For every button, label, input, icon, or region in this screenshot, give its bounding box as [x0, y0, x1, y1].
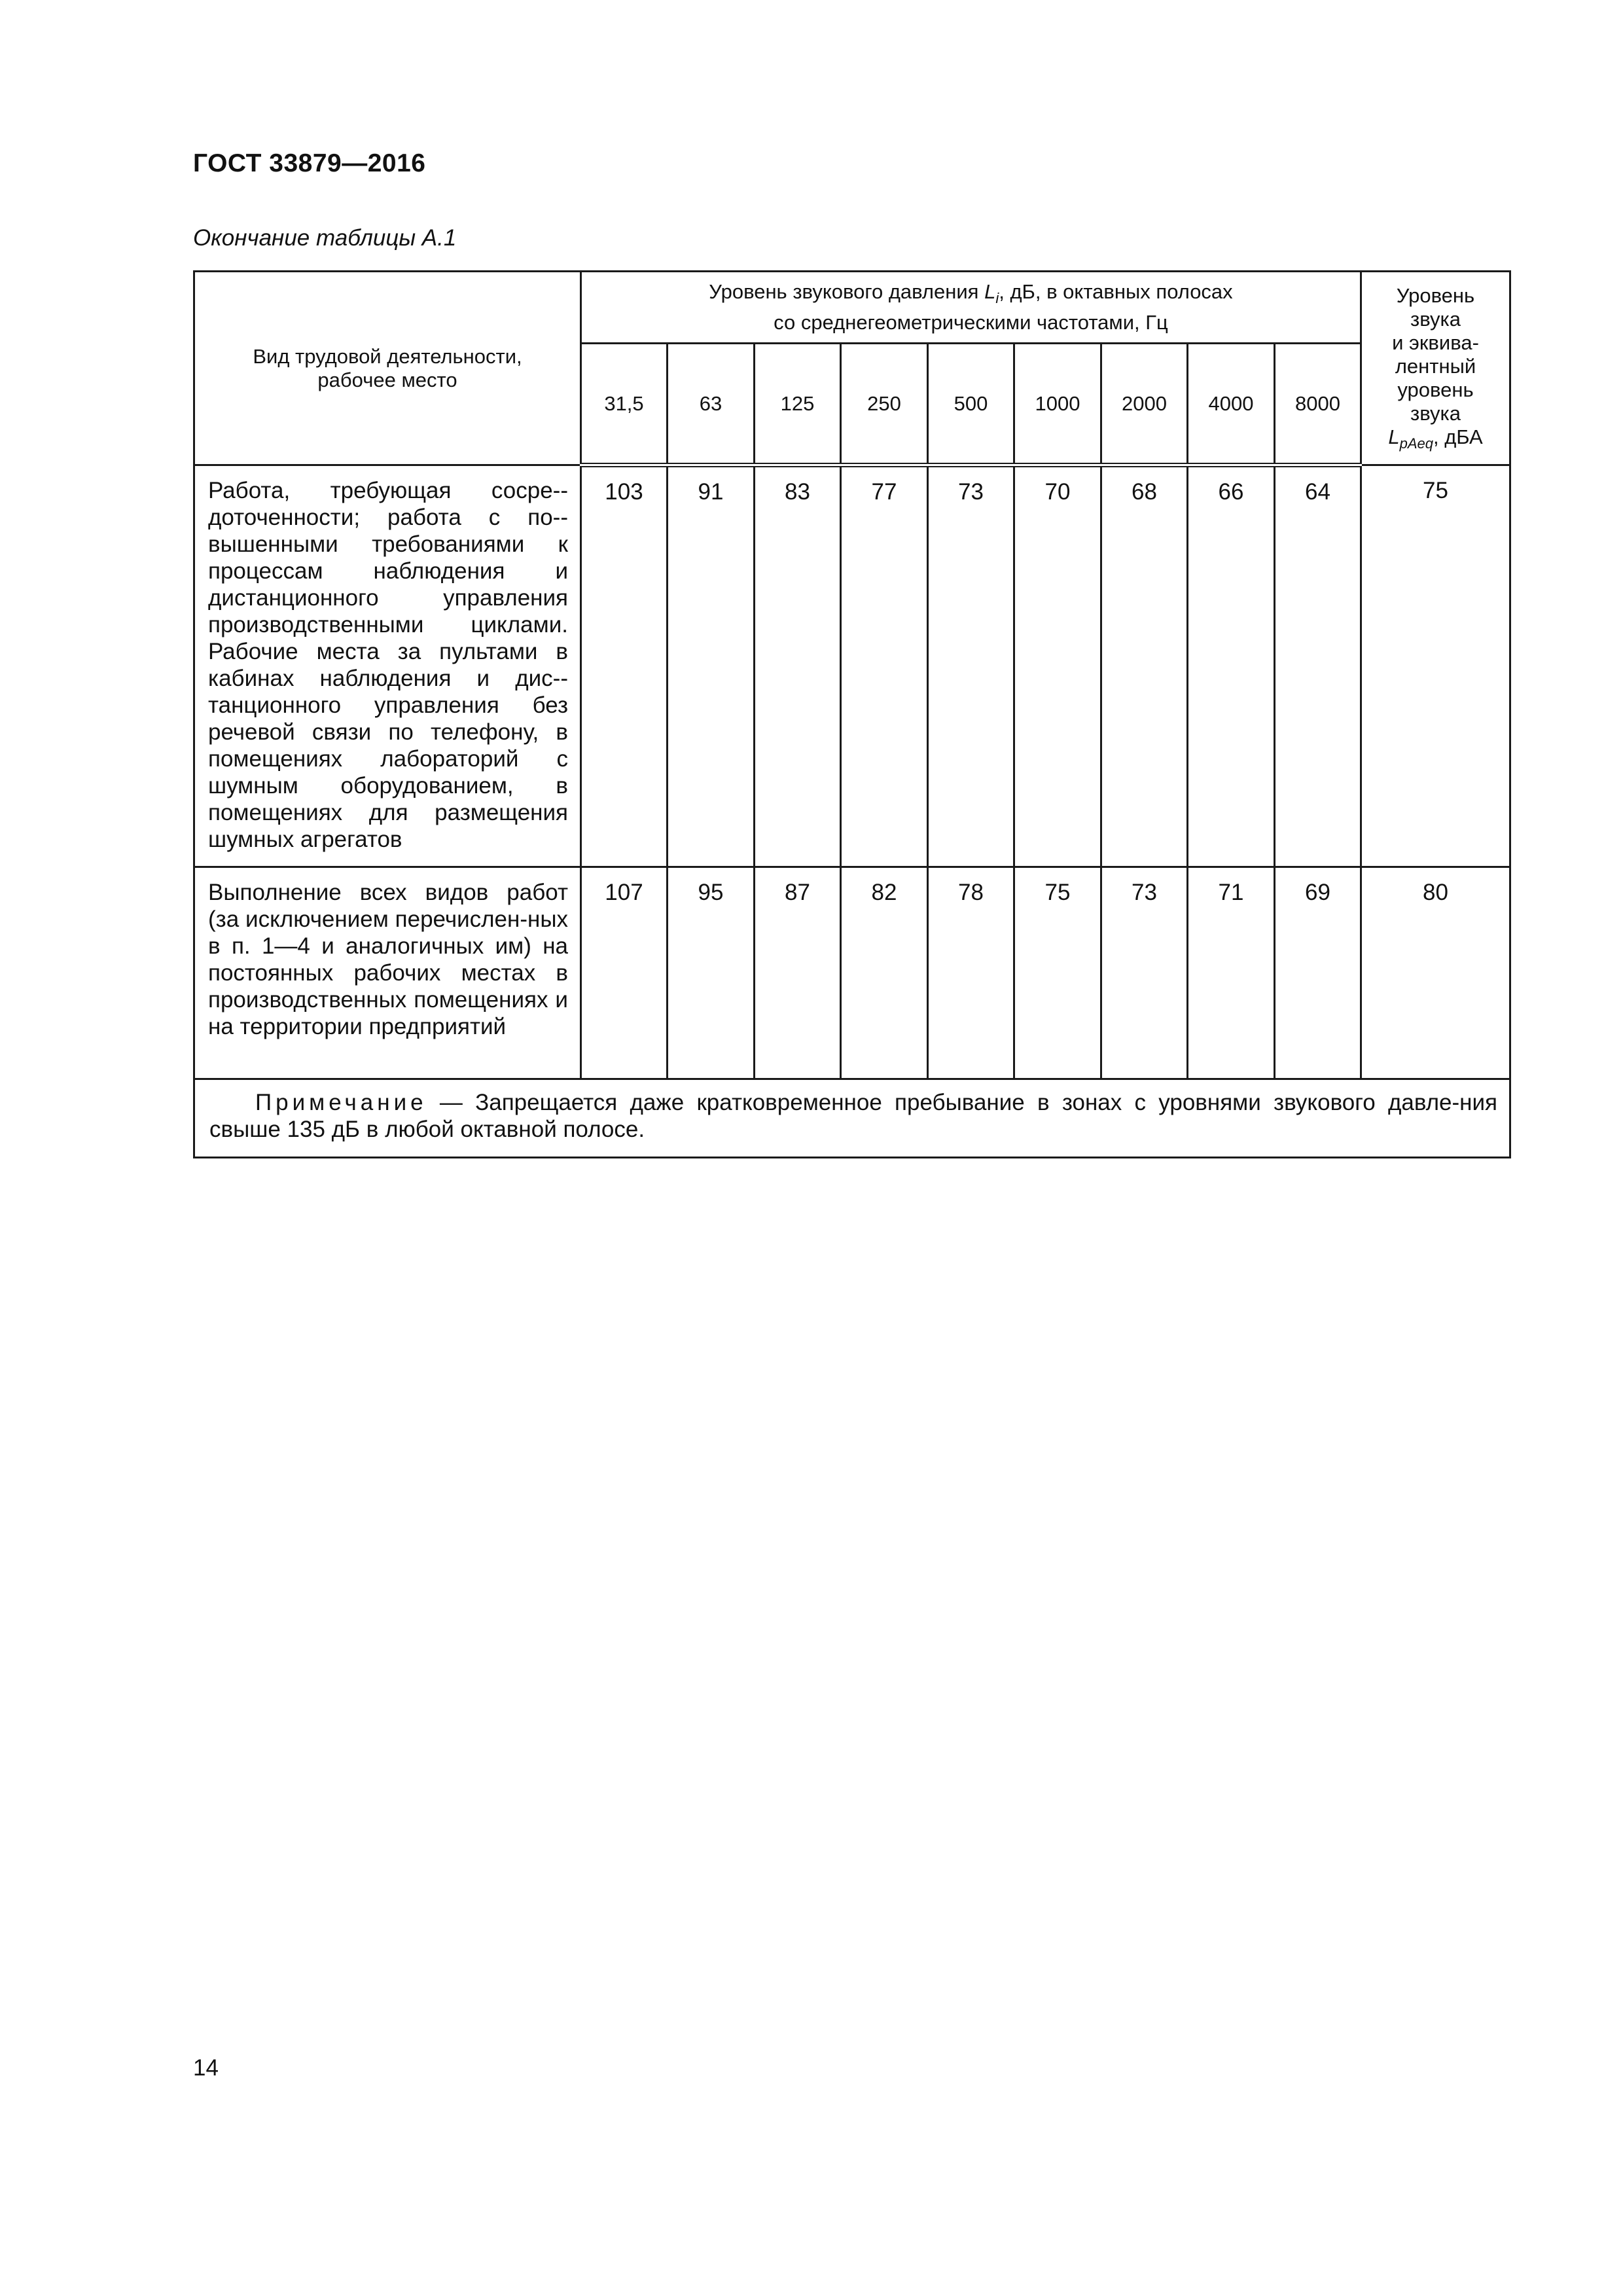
level-value: 66: [1188, 465, 1275, 867]
sound-level-column-header: Уровень звука и эквива- лентный уровень звука $L_{pAeq}$, дБА: [1361, 272, 1510, 465]
level-value: 83: [755, 465, 841, 867]
frequency-header: 4000: [1188, 344, 1275, 465]
activity-description: Работа, требующая сосре-доточенности; работа с по-вышенными требованиями к процессам наблюдения и дистанционного управления производственными циклами. Рабочие места за пультами в кабинах наблюдения и дис-танционного управления без речевой связи по телефону, в помещениях лабораторий с шумным оборудованием, в помещениях для размещения шумных агрегатов: [194, 465, 581, 867]
frequency-header: 500: [928, 344, 1014, 465]
level-value: 73: [928, 465, 1014, 867]
level-value: 82: [841, 867, 928, 1079]
equivalent-level-value: 80: [1361, 867, 1510, 1079]
equivalent-level-value: 75: [1361, 465, 1510, 867]
frequency-header: 250: [841, 344, 928, 465]
noise-norms-table: [193, 270, 1511, 1158]
level-value: 69: [1275, 867, 1361, 1079]
frequency-header: 125: [755, 344, 841, 465]
activity-column-header: Вид трудовой деятельности, рабочее место: [194, 272, 581, 465]
activity-description: Выполнение всех видов работ (за исключением перечислен-ных в п. 1—4 и аналогичных им) на постоянных рабочих местах в производственных помещениях и на территории предприятий: [194, 867, 581, 1079]
level-value: 70: [1014, 465, 1101, 867]
table-row: [194, 465, 1510, 867]
level-value: 68: [1101, 465, 1188, 867]
level-value: 91: [668, 465, 755, 867]
level-value: 75: [1014, 867, 1101, 1079]
document-code: ГОСТ 33879—2016: [193, 149, 426, 177]
level-value: 95: [668, 867, 755, 1079]
frequency-header: 31,5: [581, 344, 668, 465]
table-header-row-1: [194, 272, 1510, 344]
level-value: 78: [928, 867, 1014, 1079]
table-note: [194, 1079, 1510, 1158]
level-value: 73: [1101, 867, 1188, 1079]
frequency-header: 63: [668, 344, 755, 465]
frequency-header: 8000: [1275, 344, 1361, 465]
table-note-row: [194, 1079, 1510, 1158]
table-caption: Окончание таблицы А.1: [193, 225, 457, 251]
level-value: 71: [1188, 867, 1275, 1079]
table-row: [194, 867, 1510, 1079]
frequency-header: 1000: [1014, 344, 1101, 465]
note-label: Примечание: [255, 1090, 427, 1115]
page-number: 14: [193, 2055, 219, 2081]
note-text: — Запрещается даже кратковременное пребывание в зонах с уровнями звукового давле-ния свыше 135 дБ в любой октавной полосе.: [209, 1090, 1497, 1142]
level-value: 103: [581, 465, 668, 867]
level-value: 64: [1275, 465, 1361, 867]
level-value: 107: [581, 867, 668, 1079]
level-value: 77: [841, 465, 928, 867]
level-value: 87: [755, 867, 841, 1079]
octave-bands-header: Уровень звукового давления $L_i$, дБ, в октавных полосах со среднегеометрическими частотами, Гц: [581, 272, 1361, 344]
frequency-header: 2000: [1101, 344, 1188, 465]
